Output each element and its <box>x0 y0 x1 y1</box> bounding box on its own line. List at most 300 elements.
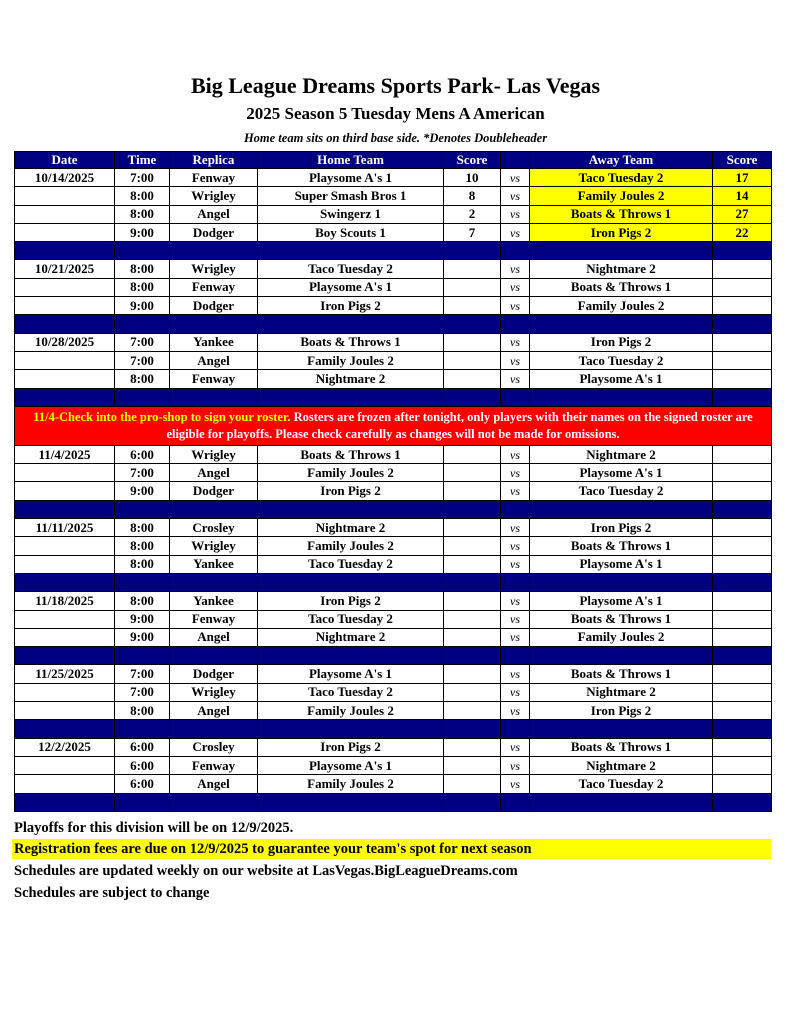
home-score <box>444 297 501 315</box>
separator-cell <box>170 573 258 591</box>
game-date <box>15 297 115 315</box>
away-score <box>713 775 772 793</box>
game-row <box>15 297 772 315</box>
home-team: Iron Pigs 2 <box>258 297 444 315</box>
away-score <box>713 537 772 555</box>
away-team: Nightmare 2 <box>530 683 713 701</box>
away-score <box>713 351 772 369</box>
away-team: Family Joules 2 <box>530 187 713 205</box>
game-row <box>15 278 772 296</box>
game-date <box>15 702 115 720</box>
schedule-table <box>14 151 772 812</box>
home-score <box>444 665 501 683</box>
separator-cell <box>170 315 258 333</box>
home-score <box>444 464 501 482</box>
vs-label: vs <box>501 610 530 628</box>
separator-cell <box>444 388 501 406</box>
vs-label: vs <box>501 187 530 205</box>
vs-label: vs <box>501 519 530 537</box>
separator-row <box>15 573 772 591</box>
vs-label: vs <box>501 628 530 646</box>
separator-cell <box>501 388 530 406</box>
game-field: Wrigley <box>170 537 258 555</box>
home-score <box>444 519 501 537</box>
vs-label: vs <box>501 555 530 573</box>
separator-cell <box>530 388 713 406</box>
separator-cell <box>258 388 444 406</box>
game-date <box>15 482 115 500</box>
away-score <box>713 628 772 646</box>
separator-cell <box>501 315 530 333</box>
separator-cell <box>444 793 501 811</box>
away-score <box>713 445 772 463</box>
separator-cell <box>530 647 713 665</box>
home-team: Taco Tuesday 2 <box>258 260 444 278</box>
game-field: Angel <box>170 464 258 482</box>
game-field: Fenway <box>170 370 258 388</box>
vs-label: vs <box>501 351 530 369</box>
away-score: 27 <box>713 205 772 223</box>
away-score <box>713 610 772 628</box>
separator-cell <box>115 242 170 260</box>
game-date <box>15 464 115 482</box>
separator-cell <box>258 720 444 738</box>
separator-cell <box>501 720 530 738</box>
home-score <box>444 260 501 278</box>
home-score <box>444 738 501 756</box>
game-field: Crosley <box>170 738 258 756</box>
away-team: Nightmare 2 <box>530 756 713 774</box>
vs-label: vs <box>501 464 530 482</box>
separator-cell <box>115 500 170 518</box>
away-team: Boats & Throws 1 <box>530 665 713 683</box>
game-row <box>15 519 772 537</box>
away-team: Boats & Throws 1 <box>530 610 713 628</box>
vs-label: vs <box>501 169 530 187</box>
home-team: Playsome A's 1 <box>258 169 444 187</box>
game-time: 7:00 <box>115 333 170 351</box>
separator-cell <box>713 388 772 406</box>
game-field: Angel <box>170 351 258 369</box>
game-field: Yankee <box>170 555 258 573</box>
roster-notice-highlight: 11/4-Check into the pro-shop to sign your roster. <box>33 409 291 424</box>
game-date <box>15 278 115 296</box>
separator-cell <box>713 315 772 333</box>
away-score <box>713 519 772 537</box>
away-team: Iron Pigs 2 <box>530 333 713 351</box>
home-team: Iron Pigs 2 <box>258 592 444 610</box>
game-field: Dodger <box>170 482 258 500</box>
vs-label: vs <box>501 683 530 701</box>
away-team: Taco Tuesday 2 <box>530 169 713 187</box>
game-time: 7:00 <box>115 665 170 683</box>
roster-notice <box>15 406 772 445</box>
separator-row <box>15 500 772 518</box>
game-time: 8:00 <box>115 555 170 573</box>
game-time: 7:00 <box>115 169 170 187</box>
page-note: Home team sits on third base side. *Denotes Doubleheader <box>243 131 548 145</box>
home-score <box>444 370 501 388</box>
game-row <box>15 683 772 701</box>
game-date <box>15 610 115 628</box>
vs-label: vs <box>501 537 530 555</box>
separator-cell <box>170 242 258 260</box>
game-time: 9:00 <box>115 628 170 646</box>
home-score: 10 <box>444 169 501 187</box>
away-score <box>713 297 772 315</box>
roster-notice-text: Rosters are frozen after tonight, only players with their names on the signed roster are eligible for playoffs. Please check carefully as changes will not be made for omissions. <box>166 409 753 441</box>
game-row <box>15 738 772 756</box>
home-team: Playsome A's 1 <box>258 665 444 683</box>
game-row <box>15 537 772 555</box>
vs-label: vs <box>501 297 530 315</box>
game-time: 6:00 <box>115 445 170 463</box>
game-date <box>15 775 115 793</box>
separator-cell <box>15 500 115 518</box>
away-team: Taco Tuesday 2 <box>530 775 713 793</box>
col-vs <box>501 152 530 169</box>
home-score: 7 <box>444 223 501 241</box>
home-team: Iron Pigs 2 <box>258 482 444 500</box>
col-home-team: Home Team <box>258 152 444 169</box>
vs-label: vs <box>501 592 530 610</box>
separator-cell <box>170 388 258 406</box>
away-team: Playsome A's 1 <box>530 370 713 388</box>
home-score <box>444 351 501 369</box>
separator-cell <box>501 573 530 591</box>
game-field: Wrigley <box>170 445 258 463</box>
separator-cell <box>444 720 501 738</box>
separator-cell <box>530 242 713 260</box>
separator-cell <box>444 500 501 518</box>
separator-row <box>15 647 772 665</box>
game-date: 11/25/2025 <box>15 665 115 683</box>
game-field: Wrigley <box>170 187 258 205</box>
game-time: 8:00 <box>115 519 170 537</box>
away-score <box>713 555 772 573</box>
vs-label: vs <box>501 223 530 241</box>
separator-cell <box>115 573 170 591</box>
game-time: 8:00 <box>115 187 170 205</box>
away-score <box>713 683 772 701</box>
separator-cell <box>115 793 170 811</box>
game-field: Yankee <box>170 333 258 351</box>
playoffs-note: Playoffs for this division will be on 12/9/2025. <box>14 820 294 836</box>
game-field: Crosley <box>170 519 258 537</box>
separator-cell <box>15 315 115 333</box>
registration-note: Registration fees are due on 12/9/2025 to guarantee your team's spot for next season <box>12 839 771 859</box>
col-away-score: Score <box>713 152 772 169</box>
separator-cell <box>501 242 530 260</box>
away-team: Playsome A's 1 <box>530 555 713 573</box>
vs-label: vs <box>501 665 530 683</box>
away-team: Family Joules 2 <box>530 297 713 315</box>
home-score <box>444 537 501 555</box>
separator-cell <box>258 500 444 518</box>
vs-label: vs <box>501 278 530 296</box>
away-score <box>713 756 772 774</box>
home-score: 2 <box>444 205 501 223</box>
game-row <box>15 370 772 388</box>
game-date: 11/11/2025 <box>15 519 115 537</box>
away-score <box>713 738 772 756</box>
game-date: 11/18/2025 <box>15 592 115 610</box>
separator-cell <box>713 573 772 591</box>
game-date <box>15 351 115 369</box>
game-date <box>15 628 115 646</box>
game-row <box>15 665 772 683</box>
game-time: 9:00 <box>115 223 170 241</box>
home-team: Taco Tuesday 2 <box>258 683 444 701</box>
away-score <box>713 370 772 388</box>
separator-cell <box>115 315 170 333</box>
separator-row <box>15 388 772 406</box>
away-score <box>713 702 772 720</box>
home-team: Family Joules 2 <box>258 537 444 555</box>
game-row <box>15 775 772 793</box>
vs-label: vs <box>501 370 530 388</box>
game-date <box>15 756 115 774</box>
col-replica: Replica <box>170 152 258 169</box>
separator-cell <box>713 500 772 518</box>
home-score <box>444 592 501 610</box>
game-date <box>15 187 115 205</box>
away-team: Nightmare 2 <box>530 445 713 463</box>
home-score <box>444 278 501 296</box>
vs-label: vs <box>501 702 530 720</box>
separator-cell <box>444 647 501 665</box>
game-row <box>15 260 772 278</box>
game-date: 10/21/2025 <box>15 260 115 278</box>
game-date <box>15 223 115 241</box>
game-date: 10/14/2025 <box>15 169 115 187</box>
game-field: Angel <box>170 628 258 646</box>
vs-label: vs <box>501 333 530 351</box>
col-home-score: Score <box>444 152 501 169</box>
game-row <box>15 187 772 205</box>
home-team: Boy Scouts 1 <box>258 223 444 241</box>
game-time: 8:00 <box>115 592 170 610</box>
away-team: Playsome A's 1 <box>530 464 713 482</box>
home-score <box>444 445 501 463</box>
game-field: Dodger <box>170 223 258 241</box>
separator-cell <box>713 242 772 260</box>
away-score: 22 <box>713 223 772 241</box>
game-row <box>15 205 772 223</box>
separator-cell <box>15 388 115 406</box>
col-time: Time <box>115 152 170 169</box>
away-team: Taco Tuesday 2 <box>530 351 713 369</box>
home-score <box>444 628 501 646</box>
game-date: 11/4/2025 <box>15 445 115 463</box>
game-field: Wrigley <box>170 683 258 701</box>
game-field: Fenway <box>170 278 258 296</box>
game-row <box>15 464 772 482</box>
away-team: Iron Pigs 2 <box>530 223 713 241</box>
col-date: Date <box>15 152 115 169</box>
game-time: 7:00 <box>115 464 170 482</box>
game-row <box>15 445 772 463</box>
game-field: Wrigley <box>170 260 258 278</box>
separator-cell <box>530 315 713 333</box>
col-away-team: Away Team <box>530 152 713 169</box>
separator-cell <box>530 500 713 518</box>
game-time: 8:00 <box>115 205 170 223</box>
away-score <box>713 665 772 683</box>
game-field: Yankee <box>170 592 258 610</box>
game-row <box>15 628 772 646</box>
game-time: 7:00 <box>115 683 170 701</box>
home-team: Taco Tuesday 2 <box>258 610 444 628</box>
separator-cell <box>444 315 501 333</box>
separator-cell <box>713 647 772 665</box>
separator-cell <box>713 793 772 811</box>
away-team: Iron Pigs 2 <box>530 702 713 720</box>
home-team: Family Joules 2 <box>258 351 444 369</box>
game-time: 8:00 <box>115 537 170 555</box>
separator-cell <box>115 388 170 406</box>
game-field: Fenway <box>170 756 258 774</box>
separator-cell <box>530 793 713 811</box>
separator-cell <box>258 573 444 591</box>
game-field: Dodger <box>170 297 258 315</box>
away-score <box>713 278 772 296</box>
separator-cell <box>258 242 444 260</box>
home-score <box>444 610 501 628</box>
vs-label: vs <box>501 482 530 500</box>
vs-label: vs <box>501 775 530 793</box>
home-score <box>444 702 501 720</box>
game-row <box>15 610 772 628</box>
game-time: 8:00 <box>115 278 170 296</box>
game-field: Dodger <box>170 665 258 683</box>
away-score <box>713 464 772 482</box>
game-date <box>15 555 115 573</box>
separator-cell <box>530 720 713 738</box>
game-row <box>15 169 772 187</box>
game-time: 8:00 <box>115 370 170 388</box>
home-score <box>444 333 501 351</box>
home-team: Boats & Throws 1 <box>258 445 444 463</box>
vs-label: vs <box>501 756 530 774</box>
home-score <box>444 683 501 701</box>
game-row <box>15 482 772 500</box>
separator-cell <box>444 242 501 260</box>
home-team: Playsome A's 1 <box>258 278 444 296</box>
separator-cell <box>258 647 444 665</box>
away-team: Boats & Throws 1 <box>530 278 713 296</box>
away-team: Boats & Throws 1 <box>530 537 713 555</box>
game-field: Angel <box>170 775 258 793</box>
game-date: 12/2/2025 <box>15 738 115 756</box>
away-team: Nightmare 2 <box>530 260 713 278</box>
home-team: Swingerz 1 <box>258 205 444 223</box>
separator-cell <box>530 573 713 591</box>
game-date <box>15 683 115 701</box>
separator-cell <box>170 647 258 665</box>
roster-notice-row <box>15 406 772 445</box>
game-time: 9:00 <box>115 297 170 315</box>
page-title: Big League Dreams Sports Park- Las Vegas <box>190 73 601 98</box>
game-date <box>15 205 115 223</box>
away-team: Boats & Throws 1 <box>530 738 713 756</box>
home-team: Iron Pigs 2 <box>258 738 444 756</box>
separator-cell <box>501 647 530 665</box>
away-score <box>713 333 772 351</box>
separator-cell <box>15 720 115 738</box>
home-score: 8 <box>444 187 501 205</box>
separator-row <box>15 242 772 260</box>
home-team: Family Joules 2 <box>258 775 444 793</box>
home-team: Taco Tuesday 2 <box>258 555 444 573</box>
change-note: Schedules are subject to change <box>14 885 210 901</box>
game-date <box>15 370 115 388</box>
separator-row <box>15 315 772 333</box>
separator-cell <box>258 793 444 811</box>
game-row <box>15 351 772 369</box>
game-time: 8:00 <box>115 260 170 278</box>
game-time: 6:00 <box>115 738 170 756</box>
game-field: Fenway <box>170 169 258 187</box>
away-score: 14 <box>713 187 772 205</box>
away-score <box>713 482 772 500</box>
separator-cell <box>170 500 258 518</box>
website-note: Schedules are updated weekly on our website at LasVegas.BigLeagueDreams.com <box>14 863 518 879</box>
game-time: 7:00 <box>115 351 170 369</box>
separator-cell <box>501 500 530 518</box>
home-team: Boats & Throws 1 <box>258 333 444 351</box>
away-team: Boats & Throws 1 <box>530 205 713 223</box>
separator-cell <box>15 573 115 591</box>
game-field: Angel <box>170 702 258 720</box>
home-score <box>444 482 501 500</box>
game-field: Fenway <box>170 610 258 628</box>
separator-cell <box>15 793 115 811</box>
vs-label: vs <box>501 205 530 223</box>
game-date: 10/28/2025 <box>15 333 115 351</box>
home-score <box>444 775 501 793</box>
vs-label: vs <box>501 738 530 756</box>
separator-cell <box>115 720 170 738</box>
header-row <box>15 152 772 169</box>
away-score <box>713 260 772 278</box>
game-time: 8:00 <box>115 702 170 720</box>
away-team: Iron Pigs 2 <box>530 519 713 537</box>
away-score <box>713 592 772 610</box>
vs-label: vs <box>501 260 530 278</box>
game-time: 9:00 <box>115 482 170 500</box>
separator-cell <box>15 242 115 260</box>
separator-row <box>15 793 772 811</box>
game-row <box>15 223 772 241</box>
game-field: Angel <box>170 205 258 223</box>
separator-cell <box>170 793 258 811</box>
game-time: 6:00 <box>115 756 170 774</box>
game-row <box>15 333 772 351</box>
separator-cell <box>713 720 772 738</box>
home-team: Nightmare 2 <box>258 519 444 537</box>
separator-cell <box>501 793 530 811</box>
separator-row <box>15 720 772 738</box>
separator-cell <box>258 315 444 333</box>
game-time: 9:00 <box>115 610 170 628</box>
game-time: 6:00 <box>115 775 170 793</box>
away-team: Taco Tuesday 2 <box>530 482 713 500</box>
home-team: Nightmare 2 <box>258 370 444 388</box>
home-team: Family Joules 2 <box>258 702 444 720</box>
home-score <box>444 555 501 573</box>
game-row <box>15 756 772 774</box>
